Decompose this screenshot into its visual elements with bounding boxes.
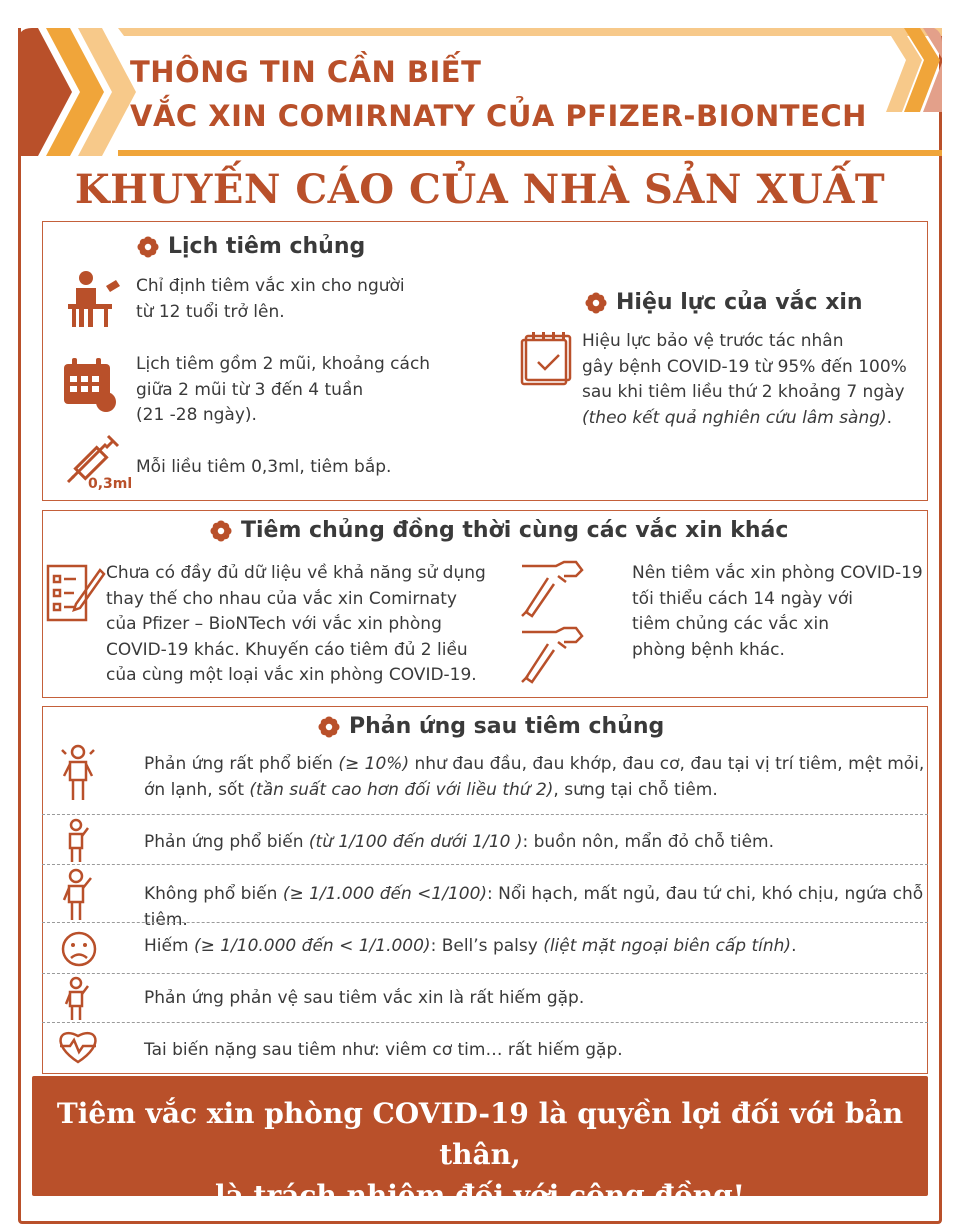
reactions-title: Phản ứng sau tiêm chủng	[349, 714, 665, 739]
efficacy-line3: sau khi tiêm liều thứ 2 khoảng 7 ngày	[582, 382, 905, 402]
coadmin-heading	[210, 518, 788, 543]
heart-pulse-icon	[56, 1026, 100, 1066]
footer-line2: là trách nhiệm đối với cộng đồng!	[215, 1179, 745, 1212]
row-divider	[42, 1022, 928, 1023]
checklist-icon	[44, 560, 106, 624]
person-nausea-icon	[62, 818, 92, 864]
coadmin-left-line5: của cùng một loại vắc xin phòng COVID-19.	[106, 665, 477, 685]
schedule-item1-line1: Chỉ định tiêm vắc xin cho người	[136, 276, 405, 296]
person-aching-icon	[60, 744, 96, 802]
sad-face-icon	[60, 930, 98, 968]
schedule-item2-line1: Lịch tiêm gồm 2 mũi, khoảng cách	[136, 354, 431, 374]
person-pain-icon	[60, 868, 96, 922]
reaction-row-3	[144, 881, 960, 933]
reaction-2-b: (từ 1/100 đến dưới 1/10 )	[308, 832, 523, 852]
flower-icon	[210, 520, 232, 542]
schedule-item2-line3: (21 -28 ngày).	[136, 405, 257, 425]
header-title-line2: VẮC XIN COMIRNATY CỦA PFIZER-BIONTECH	[130, 99, 867, 133]
footer-line1: Tiêm vắc xin phòng COVID-19 là quyền lợi đối với bản thân,	[56, 1097, 904, 1171]
flower-icon	[318, 716, 340, 738]
efficacy-heading	[585, 290, 863, 315]
person-allergy-icon	[62, 976, 92, 1022]
header-underline	[118, 150, 942, 156]
flower-icon	[585, 292, 607, 314]
reaction-3-a: Không phổ biến	[144, 884, 283, 904]
coadmin-left-line2: thay thế cho nhau của vắc xin Comirnaty	[106, 588, 457, 609]
coadmin-right-line4: phòng bệnh khác.	[632, 639, 785, 660]
row-divider	[42, 814, 928, 815]
reaction-1-d: ớn lạnh, sốt	[144, 780, 250, 800]
flower-icon	[137, 236, 159, 258]
hand-syringe-icon	[518, 626, 588, 688]
reaction-4-d: (liệt mặt ngoại biên cấp tính)	[543, 936, 792, 956]
coadmin-left-text	[106, 561, 486, 689]
efficacy-line1: Hiệu lực bảo vệ trước tác nhân	[582, 331, 844, 351]
person-at-desk-icon	[62, 268, 124, 330]
reaction-1-b: (≥ 10%)	[338, 754, 410, 774]
reaction-1-f: , sưng tại chỗ tiêm.	[553, 780, 718, 800]
row-divider	[42, 864, 928, 865]
efficacy-line4-end: .	[886, 407, 893, 428]
schedule-title: Lịch tiêm chủng	[168, 234, 366, 259]
coadmin-title: Tiêm chủng đồng thời cùng các vắc xin khác	[241, 518, 789, 543]
coadmin-right-line3: tiêm chủng các vắc xin	[632, 614, 829, 634]
reaction-3-c: : Nổi hạch, mất ngủ, đau tứ chi, khó chịu, ngứa chỗ tiêm.	[144, 884, 924, 930]
hand-syringe-icon	[518, 560, 588, 622]
reaction-4-b: (≥ 1/10.000 đến < 1/1.000)	[193, 936, 431, 956]
reaction-row-1-line1	[144, 751, 924, 777]
coadmin-right-line1: Nên tiêm vắc xin phòng COVID-19	[632, 563, 923, 583]
header-title	[130, 50, 867, 138]
schedule-item1-line2: từ 12 tuổi trở lên.	[136, 301, 285, 322]
reaction-row-6: Tai biến nặng sau tiêm như: viêm cơ tim… rất hiếm gặp.	[144, 1040, 623, 1060]
reaction-row-5: Phản ứng phản vệ sau tiêm vắc xin là rất hiếm gặp.	[144, 988, 585, 1008]
coadmin-left-line3: của Pfizer – BioNTech với vắc xin phòng	[106, 614, 442, 634]
coadmin-right-text	[632, 561, 923, 663]
dose-label: 0,3ml	[88, 476, 133, 492]
efficacy-title: Hiệu lực của vắc xin	[616, 290, 863, 315]
footer-banner	[32, 1076, 928, 1212]
reaction-3-b: (≥ 1/1.000 đến <1/100)	[282, 884, 488, 904]
efficacy-line2: gây bệnh COVID-19 từ 95% đến 100%	[582, 356, 907, 377]
coadmin-left-line1: Chưa có đầy đủ dữ liệu về khả năng sử dụng	[106, 563, 486, 583]
schedule-item2	[136, 352, 430, 429]
calendar-icon	[62, 358, 120, 414]
schedule-item2-line2: giữa 2 mũi từ 3 đến 4 tuần	[136, 379, 364, 400]
efficacy-line4-italic: (theo kết quả nghiên cứu lâm sàng)	[582, 407, 887, 428]
row-divider	[42, 922, 928, 923]
efficacy-text	[582, 329, 907, 431]
main-title: KHUYẾN CÁO CỦA NHÀ SẢN XUẤT	[74, 166, 886, 213]
efficacy-line4	[582, 406, 907, 432]
reaction-4-a: Hiếm	[144, 936, 194, 956]
reaction-1-a: Phản ứng rất phổ biến	[144, 754, 339, 774]
reaction-1-c: như đau đầu, đau khớp, đau cơ, đau tại vị trí tiêm, mệt mỏi,	[409, 754, 925, 774]
row-divider	[42, 973, 928, 974]
reaction-row-1	[144, 751, 924, 803]
reaction-row-2	[144, 829, 774, 855]
schedule-item1	[136, 274, 405, 325]
reaction-2-a: Phản ứng phổ biến	[144, 832, 309, 852]
header-title-line1: THÔNG TIN CẦN BIẾT	[130, 55, 482, 89]
schedule-item3: Mỗi liều tiêm 0,3ml, tiêm bắp.	[136, 457, 392, 477]
reactions-heading	[318, 714, 664, 739]
coadmin-left-line4: COVID-19 khác. Khuyến cáo tiêm đủ 2 liều	[106, 639, 468, 660]
reaction-row-1-line2	[144, 777, 924, 803]
reaction-1-e: (tần suất cao hơn đối với liều thứ 2)	[249, 780, 554, 800]
calendar-check-icon	[518, 332, 574, 388]
reaction-4-c: : Bell’s palsy	[430, 936, 544, 956]
coadmin-right-line2: tối thiểu cách 14 ngày với	[632, 588, 853, 609]
reaction-row-4	[144, 933, 796, 959]
schedule-heading	[137, 234, 365, 259]
reaction-4-e: .	[791, 936, 797, 956]
reaction-2-c: : buồn nôn, mẩn đỏ chỗ tiêm.	[522, 832, 775, 852]
